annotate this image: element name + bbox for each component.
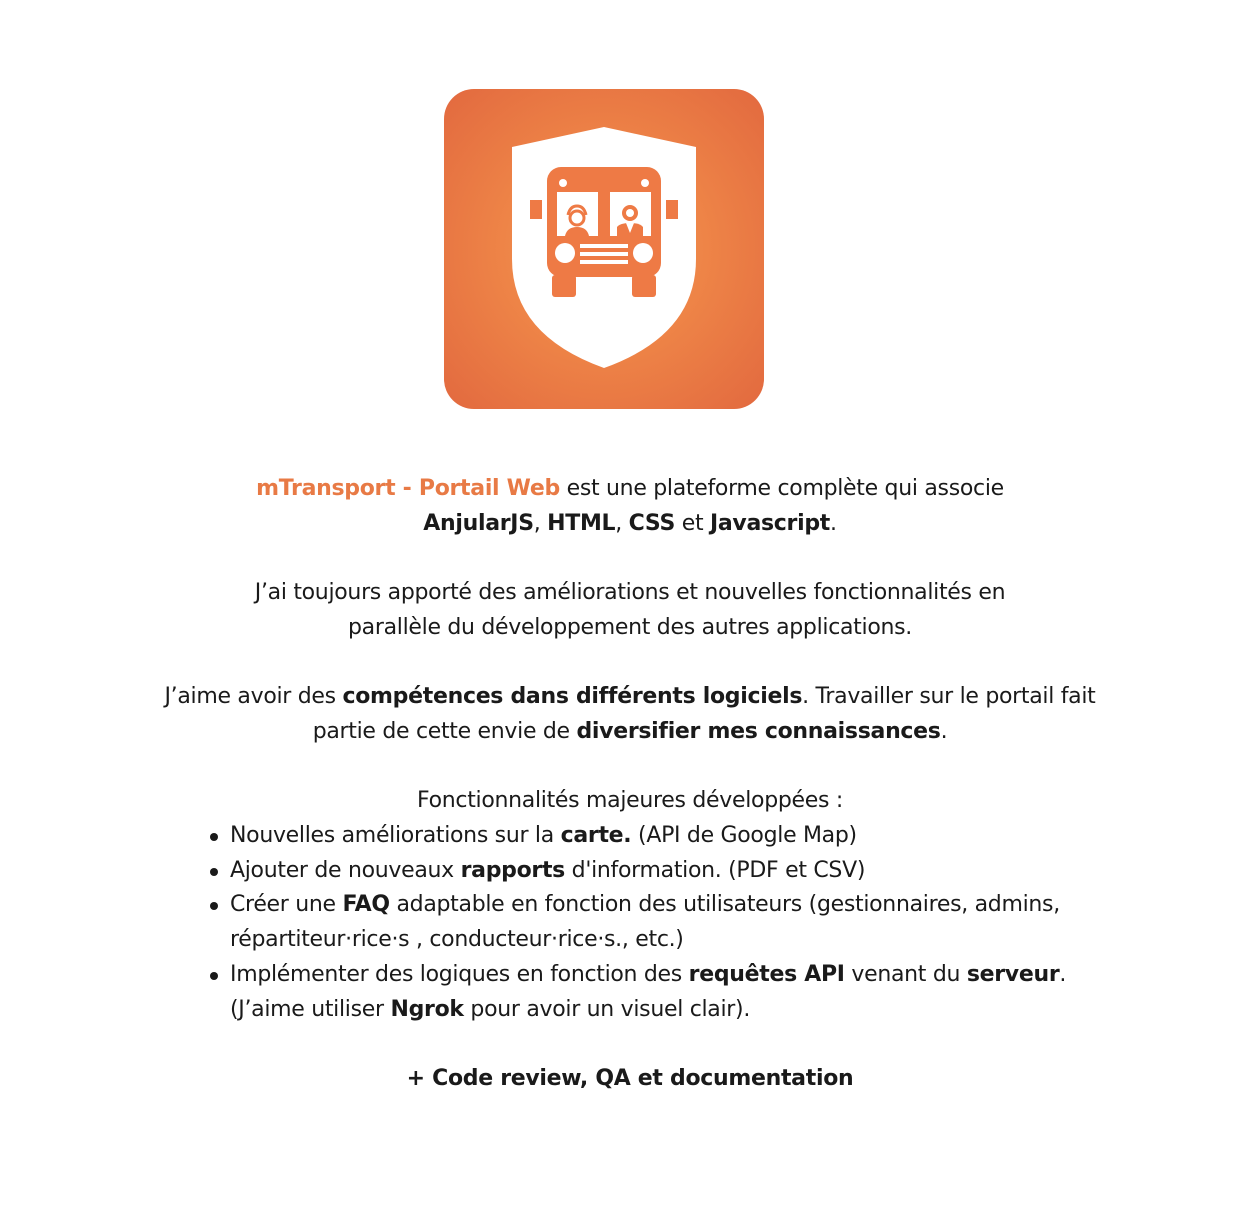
features-heading: Fonctionnalités majeures développées : [417, 788, 843, 814]
list-item: Ajouter de nouveaux rapports d'information. (PDF et CSV) [230, 854, 1090, 889]
tech-html: HTML [547, 510, 616, 536]
features-list [150, 819, 1090, 1027]
tech-angularjs: AnjularJS [423, 510, 534, 536]
improvements-paragraph: J’ai toujours apporté des améliorations et nouvelles fonctionnalités en parallèle du développement des autres applications. [254, 580, 1006, 640]
skills-paragraph: J’aime avoir des compétences dans différents logiciels. Travailler sur le portail fait partie de cette envie de diversifier mes connaissances. [164, 684, 1096, 744]
list-item: Implémenter des logiques en fonction des requêtes API venant du serveur. (J’aime utiliser Ngrok pour avoir un visuel clair). [230, 958, 1090, 1027]
tech-css: CSS [628, 510, 676, 536]
tech-javascript: Javascript [709, 510, 830, 536]
brand-name: mTransport - Portail Web [256, 476, 560, 501]
closing-line: + Code review, QA et documentation [406, 1065, 854, 1091]
school-bus-shield-icon [444, 89, 764, 409]
app-logo [444, 89, 764, 409]
list-item: Nouvelles améliorations sur la carte. (API de Google Map) [230, 819, 1090, 854]
project-description [150, 472, 1110, 1097]
list-item: Créer une FAQ adaptable en fonction des utilisateurs (gestionnaires, admins, répartiteur·rice·s , conducteur·rice·s., etc.) [230, 888, 1090, 957]
intro-paragraph: mTransport - Portail Web est une plateforme complète qui associe AnjularJS, HTML, CSS et Javascript. [256, 476, 1004, 536]
